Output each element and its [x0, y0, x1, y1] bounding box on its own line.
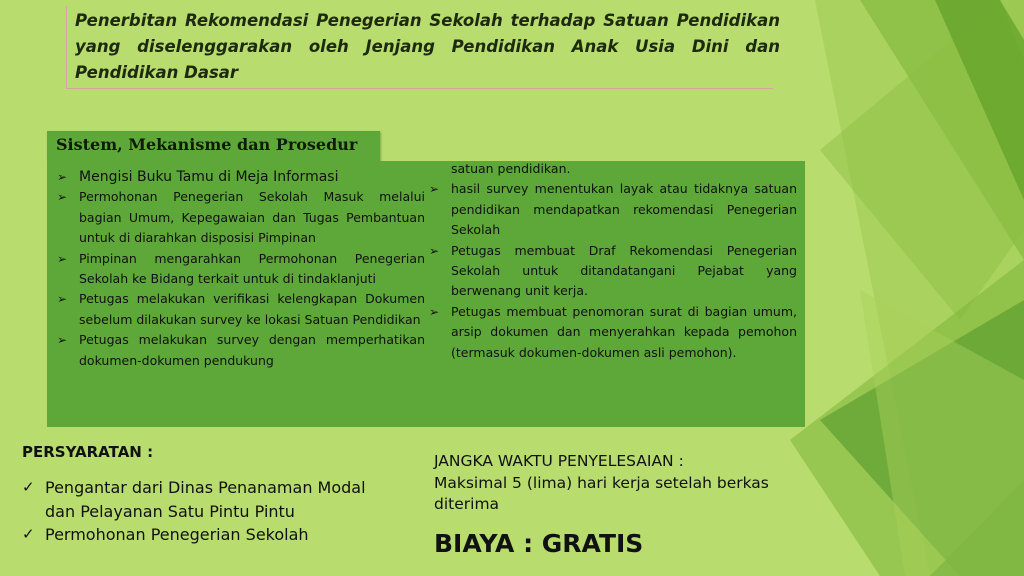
requirements-title: PERSYARATAN :	[22, 443, 154, 461]
arrow-bullet-icon: ➢	[57, 190, 68, 205]
arrow-bullet-icon: ➢	[57, 333, 68, 348]
arrow-bullet-icon: ➢	[57, 292, 68, 307]
arrow-bullet-icon: ➢	[429, 243, 440, 258]
procedure-step	[427, 241, 797, 302]
duration-block	[434, 451, 814, 516]
procedure-step	[427, 179, 797, 240]
procedure-step-continuation: satuan pendidikan.	[451, 161, 571, 176]
procedure-step	[427, 302, 797, 363]
procedure-step	[55, 249, 425, 290]
section-header-label: Sistem, Mekanisme dan Prosedur	[56, 135, 358, 154]
cost-label: BIAYA : GRATIS	[434, 529, 644, 558]
procedure-step-text: Mengisi Buku Tamu di Meja Informasi	[79, 169, 339, 185]
requirement-text: Permohonan Penegerian Sekolah	[45, 525, 309, 544]
section-header	[47, 131, 380, 161]
requirements-list	[22, 476, 382, 547]
arrow-bullet-icon: ➢	[429, 304, 440, 319]
duration-title: JANGKA WAKTU PENYELESAIAN :	[434, 452, 684, 470]
procedure-panel	[47, 161, 805, 427]
procedure-step-text: Petugas membuat Draf Rekomendasi Penegerian Sekolah untuk ditandatangani Pejabat yang berwenang unit kerja.	[451, 242, 797, 299]
check-icon: ✓	[22, 525, 35, 543]
procedure-step-text: Permohonan Penegerian Sekolah Masuk melalui bagian Umum, Kepegawaian dan Tugas Pembantuan untuk di diarahkan disposisi Pimpinan	[79, 189, 425, 246]
duration-text: Maksimal 5 (lima) hari kerja setelah berkas diterima	[434, 473, 769, 513]
arrow-bullet-icon: ➢	[429, 182, 440, 197]
procedure-column-right	[427, 159, 797, 363]
procedure-step-text: hasil survey menentukan layak atau tidaknya satuan pendidikan mendapatkan rekomendasi Penegerian Sekolah	[451, 181, 797, 238]
requirement-item	[22, 476, 382, 523]
arrow-bullet-icon: ➢	[57, 170, 68, 184]
procedure-step	[55, 289, 425, 330]
arrow-bullet-icon: ➢	[57, 251, 68, 266]
procedure-step	[55, 167, 425, 187]
procedure-step-text: Petugas melakukan verifikasi kelengkapan Dokumen sebelum dilakukan survey ke lokasi Satuan Pendidikan	[79, 291, 425, 327]
check-icon: ✓	[22, 478, 35, 496]
procedure-step-text: Pimpinan mengarahkan Permohonan Penegerian Sekolah ke Bidang terkait untuk di tindaklanjuti	[79, 250, 425, 287]
procedure-column-left	[55, 167, 425, 371]
procedure-step-text: Petugas membuat penomoran surat di bagian umum, arsip dokumen dan menyerahkan kepada pemohon (termasuk dokumen-dokumen asli pemohon).	[451, 303, 797, 360]
requirement-item	[22, 523, 382, 547]
procedure-step-text: Petugas melakukan survey dengan memperhatikan dokumen-dokumen pendukung	[79, 332, 425, 368]
page-title: Penerbitan Rekomendasi Penegerian Sekolah terhadap Satuan Pendidikan yang diselenggarakan oleh Jenjang Pendidikan Anak Usia Dini dan Pendidikan Dasar	[75, 11, 780, 82]
procedure-step	[55, 330, 425, 371]
requirement-text: Pengantar dari Dinas Penanaman Modal dan Pelayanan Satu Pintu Pintu	[45, 478, 366, 521]
procedure-step	[55, 187, 425, 248]
